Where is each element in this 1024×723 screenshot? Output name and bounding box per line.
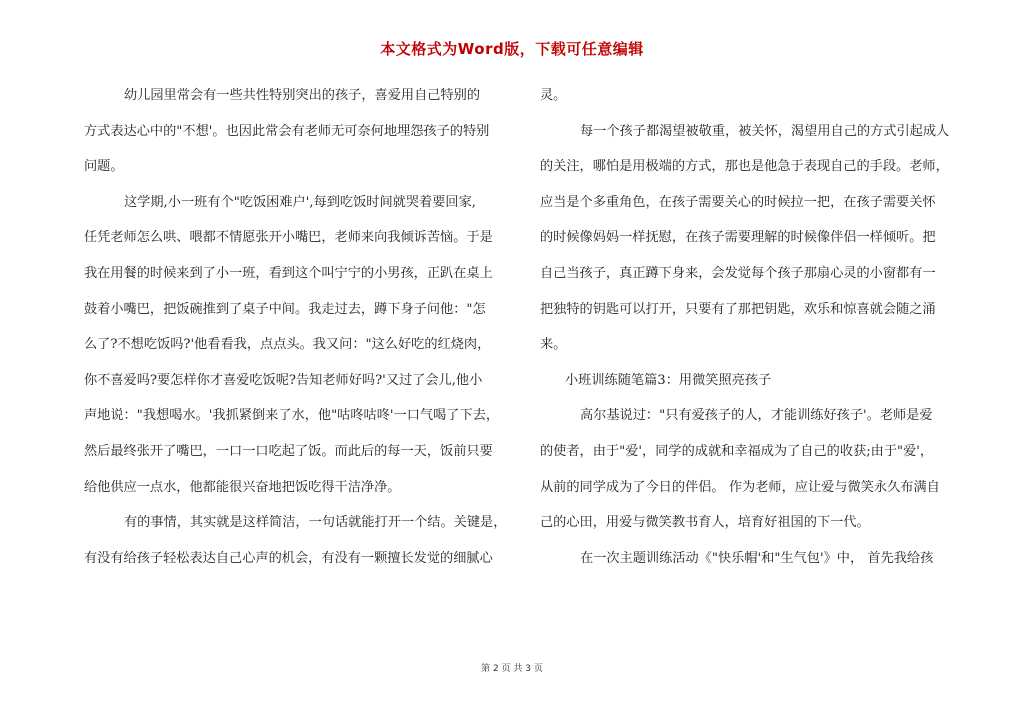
text-line: 把独特的钥匙可以打开，只要有了那把钥匙，欢乐和惊喜就会随之涌: [540, 301, 936, 317]
right-column: [540, 78, 964, 576]
text-line: 高尔基说过："只有爱孩子的人，才能训练好孩子'。老师是爱: [580, 408, 933, 424]
text-line: 任凭老师怎么哄、喂都不情愿张开小嘴巴，老师来向我倾诉苦恼。于是: [84, 230, 493, 246]
text-line: 这学期,小一班有个"吃饭困难户',每到吃饭时间就哭着要回家,: [124, 194, 476, 210]
left-column: [84, 78, 516, 576]
document-header: 本文格式为Word版，下载可任意编辑: [380, 40, 644, 58]
text-line: 有的事情，其实就是这样简洁，一句话就能打开一个结。关键是，: [124, 515, 507, 531]
text-line: 问题。: [84, 159, 124, 175]
text-line: 应当是个多重角色，在孩子需要关心的时候拉一把，在孩子需要关怀: [540, 194, 936, 210]
text-line: 来。: [540, 337, 567, 353]
text-line: 的关注，哪怕是用极端的方式，那也是他急于表现自己的手段。老师，: [540, 159, 949, 175]
text-line: 幼儿园里常会有一些共性特别突出的孩子，喜爱用自己特别的: [124, 88, 481, 103]
text-line: 方式表达心中的"不想'。也因此常会有老师无可奈何地埋怨孩子的特别: [84, 123, 490, 139]
text-line: 你不喜爱吗?要怎样你才喜爱吃饭呢?告知老师好吗?'又过了会儿,他小: [84, 372, 483, 388]
text-line: 鼓着小嘴巴，把饭碗推到了桌子中间。我走过去，蹲下身子问他："怎: [84, 301, 486, 317]
text-line: 声地说："我想喝水。'我抓紧倒来了水，他"咕咚咕咚'一口气喝了下去，: [84, 408, 500, 424]
text-line: 自己当孩子，真正蹲下身来，会发觉每个孩子那扇心灵的小窗都有一: [540, 265, 936, 281]
text-line: 我在用餐的时候来到了小一班，看到这个叫宁宁的小男孩，正趴在桌上: [84, 265, 493, 281]
section-heading: 小班训练随笔篇3：用微笑照亮孩子: [565, 372, 772, 388]
text-line: 在一次主题训练活动《"快乐帽'和"生气包'》中， 首先我给孩: [580, 550, 934, 566]
text-line: 有没有给孩子轻松表达自己心声的机会，有没有一颗擅长发觉的细腻心: [84, 550, 493, 566]
text-line: 然后最终张开了嘴巴，一口一口吃起了饭。而此后的每一天，饭前只要: [84, 443, 493, 459]
text-line: 己的心田，用爱与微笑教书育人，培育好祖国的下一代。: [540, 515, 870, 531]
text-line: 么了?不想吃饭吗?'他看看我，点点头。我又问："这么好吃的红烧肉，: [84, 337, 491, 353]
text-line: 的使者，由于"爱'，同学的成就和幸福成为了自己的收获;由于"爱'，: [540, 443, 934, 459]
text-line: 的时候像妈妈一样抚慰，在孩子需要理解的时候像伴侣一样倾听。把: [540, 230, 936, 246]
text-line: 每一个孩子都渴望被敬重，被关怀，渴望用自己的方式引起成人: [580, 123, 950, 139]
text-line: 从前的同学成为了今日的伴侣。 作为老师，应让爱与微笑永久布满自: [540, 479, 940, 495]
text-line: 灵。: [540, 88, 567, 103]
page-number-footer: 第 2 页 共 3 页: [481, 664, 543, 674]
text-line: 给他供应一点水，他都能很兴奋地把饭吃得干洁净净。: [84, 479, 401, 495]
